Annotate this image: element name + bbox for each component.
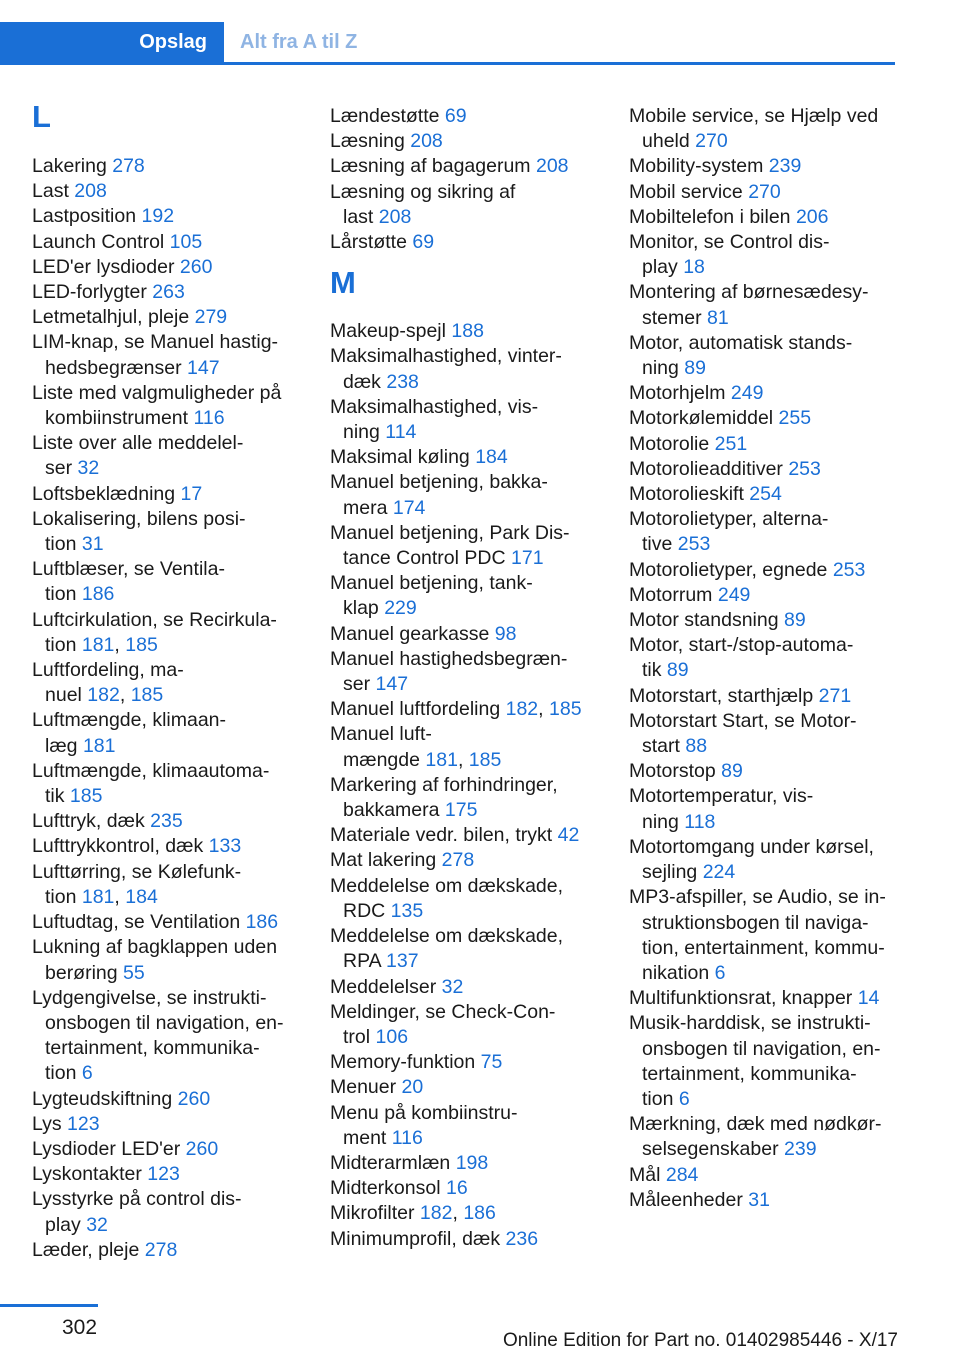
index-term: Læsning [330, 130, 411, 153]
page-reference-link[interactable]: 208 [378, 205, 412, 228]
page-reference-link[interactable]: 181 [425, 748, 458, 771]
page-reference-link[interactable]: 253 [832, 558, 866, 581]
index-term: Lårstøtte [330, 231, 413, 254]
index-entry [32, 1112, 302, 1137]
index-entry [629, 280, 899, 330]
section-letter: M [330, 265, 356, 301]
page-reference-link[interactable]: 18 [683, 256, 705, 279]
index-term: Manuel betjening, tank- klap [330, 572, 533, 620]
index-entry [629, 986, 899, 1011]
index-entry [32, 1162, 302, 1187]
page-reference-link[interactable]: 106 [375, 1025, 409, 1048]
page-reference-link[interactable]: 260 [179, 255, 213, 278]
index-term: Liste med valgmuligheder på kombiinstrument [32, 381, 282, 430]
page-reference-link[interactable]: 224 [702, 861, 736, 884]
index-entry [32, 986, 302, 1087]
index-entry [629, 583, 899, 608]
index-entry [629, 885, 899, 986]
page-reference-link[interactable]: 55 [123, 961, 145, 984]
page-reference-link[interactable]: 186 [463, 1202, 496, 1225]
page-reference-link[interactable]: 208 [74, 180, 107, 203]
index-term: Mat lakering [330, 849, 442, 872]
page-reference-link[interactable]: 185 [125, 633, 158, 656]
page-reference-link[interactable]: 69 [412, 231, 435, 254]
index-entry [32, 910, 302, 935]
page-reference-link[interactable]: 279 [194, 306, 228, 329]
page-reference-link[interactable]: 147 [375, 673, 409, 696]
page-reference-link[interactable]: 208 [410, 130, 443, 153]
index-column-3 [629, 104, 899, 1213]
index-entry: Mikrofilter 182, 186 [330, 1202, 496, 1225]
index-term: Lygteudskiftning [32, 1087, 178, 1110]
index-entry [629, 104, 899, 154]
index-entry [629, 381, 899, 406]
page-reference-link[interactable]: 98 [494, 622, 517, 645]
index-term: Luftmængde, klimaautoma- tik [32, 759, 270, 808]
page-reference-link[interactable]: 6 [714, 961, 726, 984]
edition-note: Online Edition for Part no. 01402985446 - X/17 [502, 1330, 898, 1351]
index-term: Måleenheder [629, 1188, 749, 1211]
index-entry [32, 255, 302, 280]
index-term: Luftfordeling, ma- nuel [32, 659, 184, 707]
index-term: Multifunktionsrat, knapper [629, 987, 858, 1010]
index-term: Motorrum [629, 583, 718, 606]
index-entry [330, 180, 600, 230]
index-entry [32, 330, 302, 380]
index-entry [629, 180, 899, 205]
index-term: Mærkning, dæk med nødkør- selsegenskaber [629, 1113, 882, 1161]
index-term: Markering af forhindringer, bakkamera [330, 773, 558, 822]
index-entry [330, 622, 600, 647]
index-term: Meddelelse om dækskade, RDC [330, 874, 564, 922]
index-entry [629, 482, 899, 507]
page-reference-link[interactable]: 20 [401, 1076, 424, 1099]
page-reference-link[interactable]: 188 [451, 320, 484, 343]
index-entry: Luftcirkulation, se Recirkula- tion 181, 185 [32, 608, 277, 656]
index-entry [32, 230, 302, 255]
index-entry [330, 975, 600, 1000]
page-reference-link[interactable]: 184 [475, 446, 508, 469]
index-entry [629, 835, 899, 885]
index-entry [32, 280, 302, 305]
index-entry [629, 558, 899, 583]
index-entry [629, 784, 899, 834]
page-reference-link[interactable]: 253 [677, 533, 711, 556]
index-entry: Manuel luft- mængde 181, 185 [330, 723, 502, 771]
index-term: Motorstart, starthjælp [629, 684, 819, 707]
page-reference-link[interactable]: 81 [707, 306, 729, 329]
page-reference-link[interactable]: 263 [152, 281, 185, 304]
index-term: Launch Control [32, 230, 170, 253]
tab-alt-fra-a-til-z[interactable]: Alt fra A til Z [240, 30, 358, 53]
index-term: Læder, pleje [32, 1238, 145, 1261]
index-entry [330, 848, 600, 873]
index-term: Mikrofilter [330, 1202, 420, 1225]
page-reference-link[interactable]: 89 [721, 760, 743, 783]
page-reference-link[interactable]: 181 [81, 885, 115, 908]
index-column-1 [32, 99, 302, 1263]
index-entry: Lufttørring, se Kølefunk- tion 181, 184 [32, 860, 242, 908]
index-entry [32, 1187, 302, 1237]
index-term: Lysstyrke på control dis- play [32, 1188, 242, 1236]
index-term: Manuel luftfordeling [330, 698, 506, 721]
index-entry [629, 432, 899, 457]
index-term: Lys [32, 1112, 68, 1135]
index-term: Midterkonsol [330, 1177, 446, 1200]
index-term: Motor standsning [629, 609, 785, 632]
index-term: Læsning af bagagerum [330, 155, 536, 178]
page-reference-link[interactable]: 89 [666, 659, 689, 682]
page-reference-link[interactable]: 16 [445, 1177, 468, 1200]
index-term: Makeup-spejl [330, 320, 452, 343]
page-reference-link[interactable]: 42 [557, 824, 580, 847]
page-reference-link[interactable]: 239 [784, 1138, 817, 1161]
index-term: Letmetalhjul, pleje [32, 306, 195, 329]
page-reference-link[interactable]: 260 [185, 1137, 219, 1160]
index-entry [629, 608, 899, 633]
index-entry [330, 230, 600, 255]
index-term: Lukning af bagklappen uden berøring [32, 936, 278, 984]
index-entry [32, 834, 302, 859]
page-reference-link[interactable]: 278 [112, 155, 145, 177]
page-reference-link[interactable]: 123 [147, 1163, 180, 1186]
page-reference-link[interactable]: 147 [187, 356, 220, 379]
index-entry [32, 935, 302, 985]
index-term: Meldinger, se Check-Con- trol [330, 1000, 556, 1048]
index-entry [629, 759, 899, 784]
page-reference-link[interactable]: 249 [730, 382, 764, 405]
page-reference-link[interactable]: 6 [678, 1087, 690, 1110]
index-entry [330, 445, 600, 470]
page-reference-link[interactable]: 88 [685, 735, 708, 758]
index-entry [32, 759, 302, 809]
index-term: Lændestøtte [330, 105, 445, 127]
section-letter: L [32, 99, 51, 134]
index-entry [629, 154, 899, 179]
index-entry [330, 1000, 600, 1050]
index-term: Motor, automatisk stands- ning [629, 331, 853, 380]
index-entry [330, 1151, 600, 1176]
index-entry [32, 1087, 302, 1112]
index-term: Manuel luft- mængde [330, 723, 432, 771]
index-term: Lydgengivelse, se instrukti- onsbogen til navigation, en- tertainment, kommunika- tion [32, 986, 284, 1085]
index-entry [330, 470, 600, 520]
page-reference-link[interactable]: 284 [665, 1163, 699, 1186]
page-reference-link[interactable]: 260 [177, 1087, 211, 1110]
page-reference-link[interactable]: 271 [818, 684, 852, 707]
footer-rule [0, 1304, 98, 1307]
page-reference-link[interactable]: 198 [455, 1151, 489, 1174]
page-reference-link[interactable]: 137 [386, 950, 419, 973]
index-entry [330, 1101, 600, 1151]
page-reference-link[interactable]: 251 [714, 432, 748, 455]
index-term: Luftudtag, se Ventilation [32, 911, 246, 934]
index-term: Lufttryk, dæk [32, 810, 151, 833]
page-reference-link[interactable]: 253 [788, 457, 821, 480]
page-reference-link[interactable]: 185 [468, 748, 502, 771]
index-entry [32, 809, 302, 834]
page-reference-link[interactable]: 208 [535, 155, 569, 178]
index-entry [629, 1112, 899, 1162]
index-term: Musik-harddisk, se instrukti- onsbogen til navigation, en- tertainment, kommunika- tion [629, 1012, 881, 1110]
index-entry [330, 319, 600, 344]
page-reference-link[interactable]: 6 [81, 1062, 93, 1085]
index-entry [32, 1137, 302, 1162]
page-reference-link[interactable]: 75 [480, 1051, 503, 1074]
index-entry [629, 230, 899, 280]
page-reference-link[interactable]: 116 [193, 407, 225, 430]
index-column-2 [330, 104, 600, 1252]
index-entry [330, 1075, 600, 1100]
page-reference-link[interactable]: 270 [695, 130, 728, 153]
index-entry [629, 406, 899, 431]
index-term: Læsning og sikring af last [330, 180, 516, 228]
index-entry [330, 104, 600, 129]
page-reference-link[interactable]: 17 [180, 482, 203, 505]
index-entry [32, 179, 302, 204]
index-term: MP3-afspiller, se Audio, se in- struktionsbogen til naviga- tion, entertainment, kommu- nikation [629, 886, 886, 984]
index-term: Manuel hastighedsbegræn- ser [330, 647, 568, 696]
page-reference-link[interactable]: 238 [386, 370, 419, 393]
index-entry [32, 154, 302, 179]
index-term: Memory-funktion [330, 1051, 481, 1074]
index-entry [330, 874, 600, 924]
index-entry [32, 507, 302, 557]
index-entry [629, 457, 899, 482]
page-reference-link[interactable]: 133 [208, 835, 242, 858]
index-entry [330, 773, 600, 823]
index-entry [32, 431, 302, 481]
page-reference-link[interactable]: 229 [384, 597, 417, 620]
index-term: Motorolietyper, egnede [629, 558, 833, 581]
index-entry [330, 521, 600, 571]
page-reference-link[interactable]: 185 [130, 684, 164, 707]
index-term: Menuer [330, 1076, 402, 1099]
index-term: Lyskontakter [32, 1163, 148, 1186]
index-entry [330, 571, 600, 621]
index-term: Motorhjelm [629, 382, 731, 405]
page-reference-link[interactable]: 185 [69, 785, 103, 808]
index-entry [629, 507, 899, 557]
index-term: Motortomgang under kørsel, sejling [629, 835, 874, 884]
index-term: Motorstop [629, 760, 722, 783]
page-reference-link[interactable]: 186 [245, 911, 279, 934]
index-entry [330, 1176, 600, 1201]
index-term: Motor, start-/stop-automa- tik [629, 634, 854, 682]
index-term: Midterarmlæn [330, 1151, 456, 1174]
page-reference-link[interactable]: 186 [81, 583, 115, 606]
index-term: Mobiltelefon i bilen [629, 205, 796, 228]
page-reference-link[interactable]: 114 [385, 421, 417, 444]
index-term: Maksimal køling [330, 446, 476, 469]
index-entry [32, 381, 302, 431]
page-reference-link[interactable]: 181 [82, 734, 116, 757]
index-entry [330, 1227, 600, 1252]
page-reference-link[interactable]: 181 [81, 633, 115, 656]
index-term: Mål [629, 1163, 666, 1186]
index-entry [32, 204, 302, 229]
index-term: Maksimalhastighed, vinter- dæk [330, 345, 562, 393]
page-reference-link[interactable]: 171 [511, 547, 544, 570]
index-term: Meddelelse om dækskade, RPA [330, 925, 564, 973]
page-reference-link[interactable]: 278 [441, 849, 475, 872]
header-bar [0, 0, 895, 65]
index-entry [330, 647, 600, 697]
page-reference-link[interactable]: 185 [549, 698, 582, 721]
index-entry: Luftfordeling, ma- nuel 182, 185 [32, 659, 184, 707]
page-reference-link[interactable]: 105 [169, 230, 203, 253]
index-term: Motortemperatur, vis- ning [629, 785, 814, 833]
index-term: Lufttrykkontrol, dæk [32, 835, 209, 858]
page-reference-link[interactable]: 254 [749, 483, 782, 506]
index-term: Last [32, 180, 75, 203]
page-reference-link[interactable]: 89 [684, 357, 706, 380]
index-term: Mobile service, se Hjælp ved uheld [629, 105, 879, 153]
index-term: Motorolieadditiver [629, 457, 789, 480]
page-reference-link[interactable]: 174 [392, 496, 426, 519]
page-reference-link[interactable]: 14 [857, 987, 880, 1010]
index-entry [32, 1238, 302, 1263]
page-reference-link[interactable]: 135 [390, 899, 424, 922]
index-entry [629, 1163, 899, 1188]
index-entry [330, 395, 600, 445]
index-entry: Manuel luftfordeling 182, 185 [330, 698, 582, 721]
page-reference-link[interactable]: 69 [444, 105, 467, 127]
index-term: Luftmængde, klimaan- læg [32, 709, 227, 757]
index-entry [330, 154, 600, 179]
index-entry [32, 482, 302, 507]
index-term: Meddelelser [330, 975, 442, 998]
page-reference-link[interactable]: 206 [795, 205, 829, 228]
index-entry [330, 924, 600, 974]
index-entry [32, 557, 302, 607]
index-term: Luftblæser, se Ventila- tion [32, 558, 225, 606]
page-number: 302 [62, 1316, 98, 1339]
page-reference-link[interactable]: 235 [150, 810, 183, 833]
index-term: Manuel betjening, bakka- mera [330, 471, 548, 519]
index-entry [629, 684, 899, 709]
index-term: Manuel gearkasse [330, 622, 495, 645]
index-term: Motorolie [629, 432, 715, 455]
index-term: LED-forlygter [32, 281, 153, 304]
page-reference-link[interactable]: 184 [125, 885, 158, 908]
index-entry [629, 331, 899, 381]
index-term: Materiale vedr. bilen, trykt [330, 824, 558, 847]
page-reference-link[interactable]: 182 [87, 684, 120, 707]
index-term: Mobility-system [629, 155, 769, 178]
index-entry [330, 823, 600, 848]
index-term: Maksimalhastighed, vis- ning [330, 395, 539, 444]
index-term: Motorolietyper, alterna- tive [629, 508, 829, 556]
index-term: Lokalisering, bilens posi- tion [32, 507, 246, 556]
index-entry [629, 633, 899, 683]
index-term: Lysdioder LED'er [32, 1137, 186, 1160]
index-term: Motorolieskift [629, 483, 750, 506]
page-reference-link[interactable]: 255 [778, 407, 812, 430]
index-term: Loftsbeklædning [32, 482, 181, 505]
page-reference-link[interactable]: 239 [768, 155, 802, 178]
index-term: Lakering [32, 155, 113, 177]
page-reference-link[interactable]: 31 [81, 533, 104, 556]
index-entry [629, 1011, 899, 1112]
page-reference-link[interactable]: 182 [419, 1202, 453, 1225]
index-term: Liste over alle meddelel- ser [32, 432, 244, 480]
index-term: Montering af børnesædesy- stemer [629, 281, 869, 329]
page-reference-link[interactable]: 89 [784, 609, 806, 632]
index-term: Minimumprofil, dæk [330, 1227, 506, 1250]
page-reference-link[interactable]: 192 [141, 205, 175, 228]
index-term: Lufttørring, se Kølefunk- tion [32, 860, 242, 908]
page-reference-link[interactable]: 182 [505, 698, 539, 721]
page-reference-link[interactable]: 236 [505, 1227, 539, 1250]
index-entry [32, 305, 302, 330]
index-entry [629, 709, 899, 759]
page-reference-link[interactable]: 32 [86, 1213, 108, 1236]
page-reference-link[interactable]: 31 [748, 1188, 770, 1211]
index-term: Motorstart Start, se Motor- start [629, 709, 857, 758]
index-term: Menu på kombiinstru- ment [330, 1101, 518, 1149]
index-entry [330, 1050, 600, 1075]
index-term: Manuel betjening, Park Dis- tance Control PDC [330, 521, 570, 570]
page-reference-link[interactable]: 278 [144, 1238, 178, 1261]
page-reference-link[interactable]: 32 [77, 457, 100, 480]
tab-opslag[interactable]: Opslag [0, 22, 224, 62]
index-entry [330, 129, 600, 154]
page-reference-link[interactable]: 270 [748, 180, 781, 203]
index-term: LED'er lysdioder [32, 255, 180, 278]
index-entry [629, 205, 899, 230]
index-entry [629, 1188, 899, 1213]
page-reference-link[interactable]: 123 [67, 1112, 100, 1135]
index-term: Luftcirkulation, se Recirkula- tion [32, 608, 277, 656]
page-reference-link[interactable]: 175 [444, 799, 478, 822]
index-entry [330, 344, 600, 394]
index-term: LIM-knap, se Manuel hastig- hedsbegrænser [32, 331, 279, 379]
page-reference-link[interactable]: 118 [684, 810, 716, 833]
page-reference-link[interactable]: 32 [441, 975, 464, 998]
index-term: Mobil service [629, 180, 749, 203]
index-entry [32, 708, 302, 758]
page-reference-link[interactable]: 249 [717, 583, 751, 606]
index-term: Monitor, se Control dis- play [629, 231, 830, 279]
index-term: Lastposition [32, 205, 142, 228]
page-reference-link[interactable]: 116 [391, 1126, 423, 1149]
index-term: Motorkølemiddel [629, 407, 779, 430]
